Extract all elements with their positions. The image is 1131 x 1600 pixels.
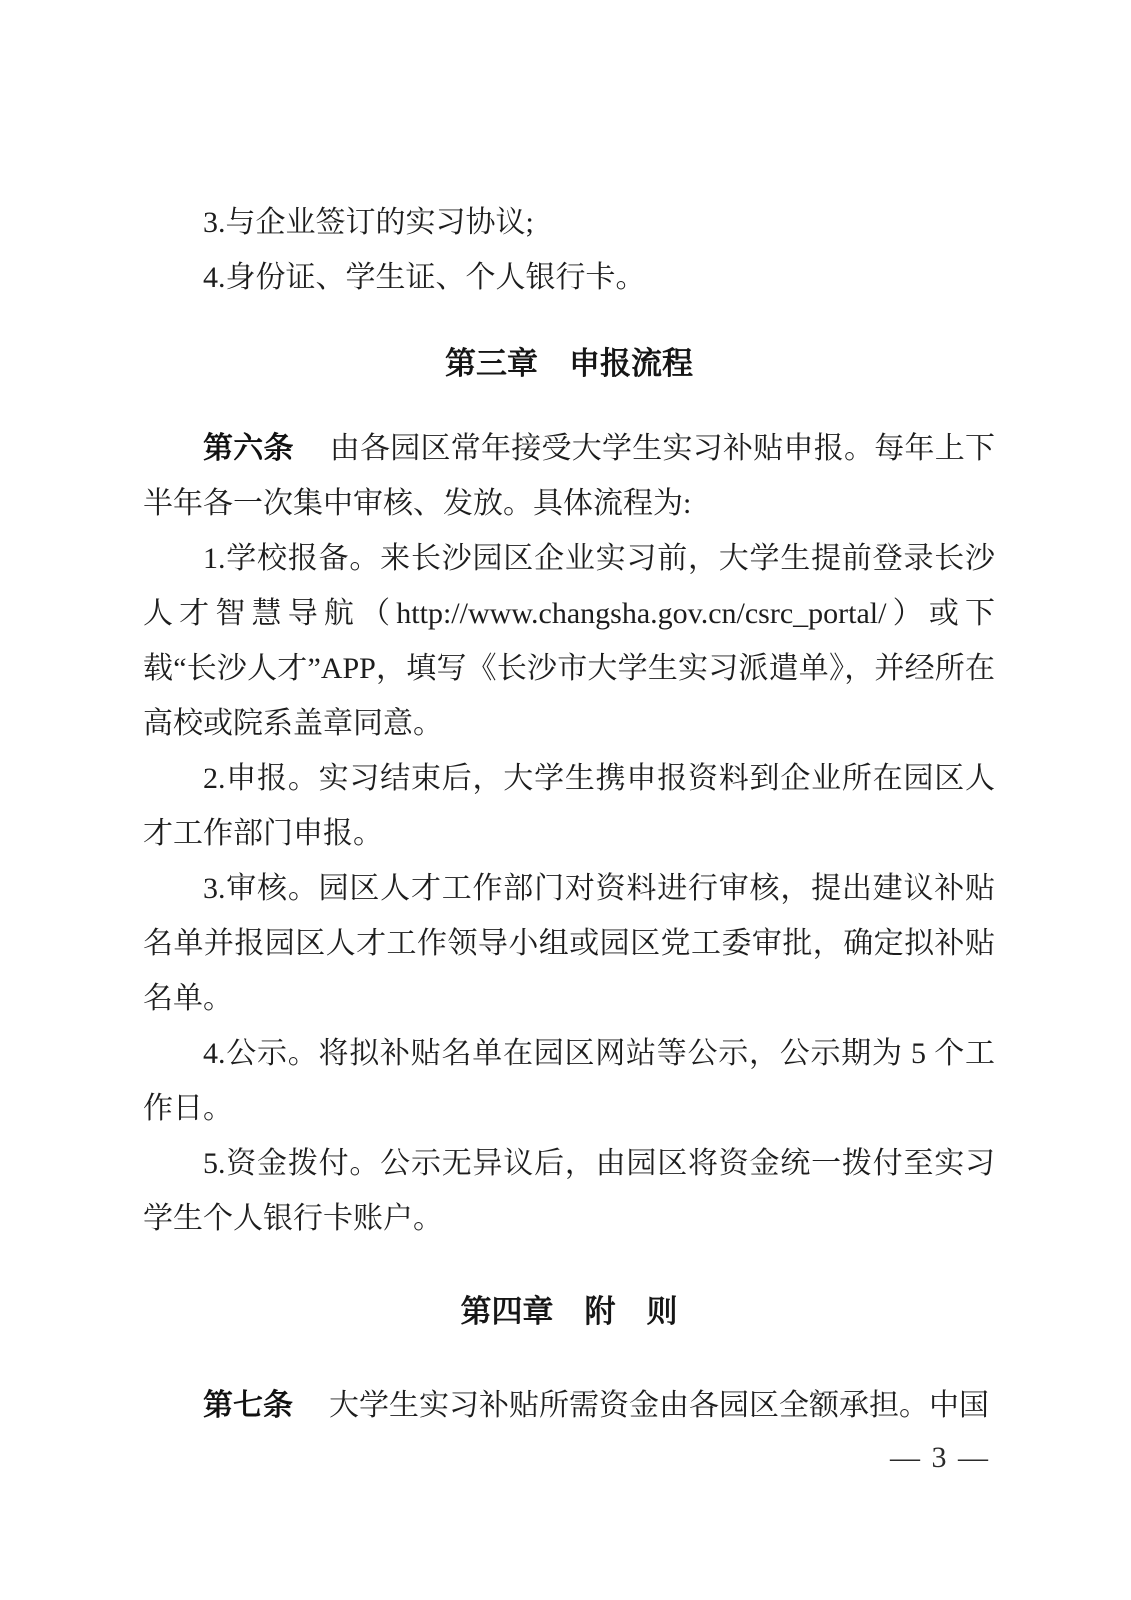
article-7-lead: 第七条	[203, 1389, 293, 1422]
step-1-paragraph	[143, 531, 995, 751]
step-1-text-after-url: ）或下载“长沙人才”APP，填写《长沙市大学生实习派遣单》，并经所在高校或院系盖章同意。	[143, 597, 996, 740]
chapter-4-heading: 第四章 附 则	[460, 1294, 678, 1329]
step-5-paragraph: 5.资金拨付。公示无异议后，由园区将资金统一拨付至实习学生个人银行卡账户。	[143, 1147, 995, 1235]
article-7-text: 大学生实习补贴所需资金由各园区全额承担。中国	[329, 1389, 989, 1422]
article-7-paragraph	[143, 1378, 995, 1433]
portal-url: http://www.changsha.gov.cn/csrc_portal/	[396, 597, 887, 630]
page-number: — 3 —	[890, 1441, 990, 1474]
article-6-text: 由各园区常年接受大学生实习补贴申报。每年上下半年各一次集中审核、发放。具体流程为:	[143, 432, 995, 520]
document-body	[143, 195, 995, 1433]
step-3-paragraph: 3.审核。园区人才工作部门对资料进行审核，提出建议补贴名单并报园区人才工作领导小组或园区党工委审批，确定拟补贴名单。	[143, 872, 995, 1015]
article-6-lead: 第六条	[203, 432, 294, 465]
step-2-paragraph: 2.申报。实习结束后，大学生携申报资料到企业所在园区人才工作部门申报。	[143, 762, 995, 850]
step-1-text-before-url: 1.学校报备。来长沙园区企业实习前，大学生提前登录长沙人才智慧导航（	[143, 542, 995, 630]
step-4-paragraph: 4.公示。将拟补贴名单在园区网站等公示，公示期为 5 个工作日。	[143, 1037, 995, 1125]
list-item-4: 4.身份证、学生证、个人银行卡。	[203, 261, 646, 294]
chapter-3-heading: 第三章 申报流程	[445, 346, 693, 381]
list-item-3: 3.与企业签订的实习协议;	[203, 206, 534, 239]
article-6-paragraph	[143, 421, 995, 531]
